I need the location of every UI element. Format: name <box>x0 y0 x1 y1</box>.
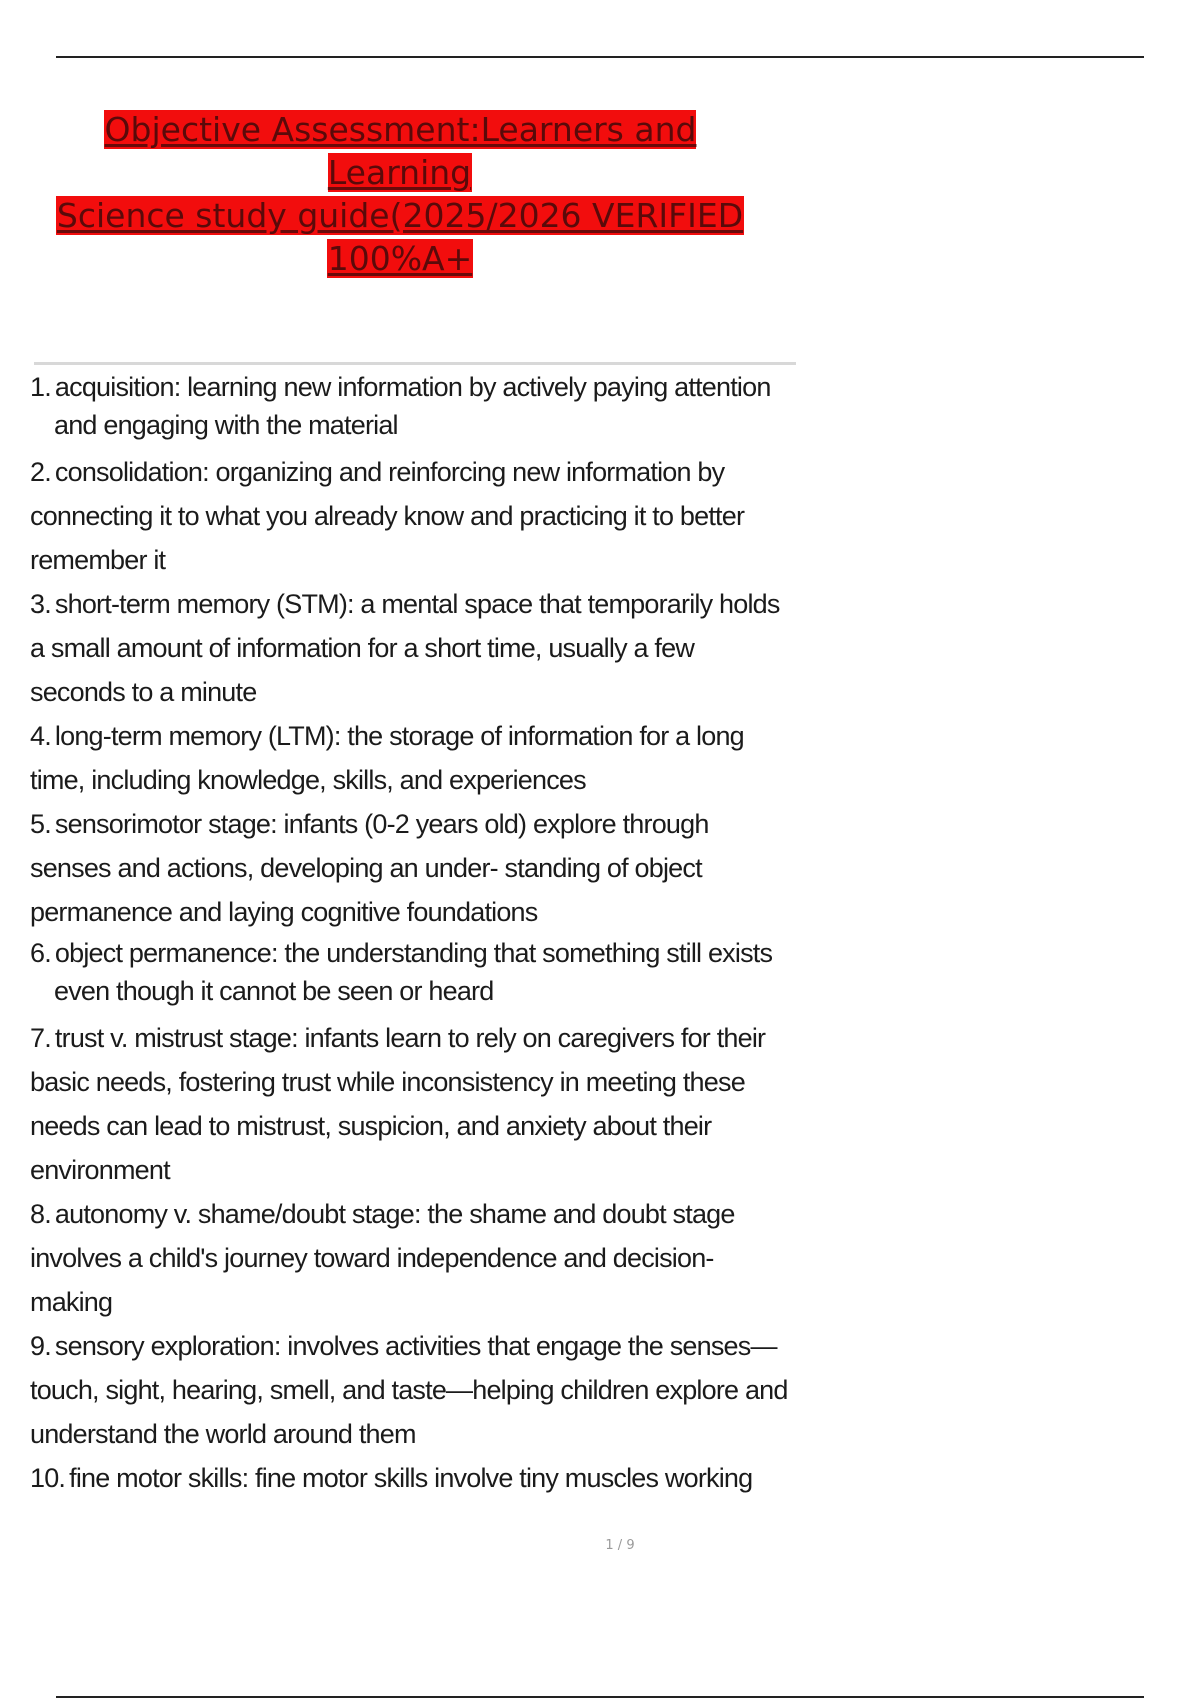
term-item-object-permanence <box>30 934 790 1010</box>
term-item-autonomy-shame-doubt <box>30 1192 790 1324</box>
term-text: acquisition: learning new information by actively paying attention and engaging with the material <box>54 372 771 440</box>
top-rule <box>56 56 1144 58</box>
term-number: 6. <box>30 938 51 968</box>
title-line-2: Science study guide(2025/2026 VERIFIED <box>56 196 744 235</box>
bottom-rule <box>56 1696 1144 1698</box>
term-text: sensory exploration: involves activities that engage the senses—touch, sight, hearing, smell, and taste—helping children explore and understand the world around them <box>30 1331 788 1449</box>
term-item-fine-motor-skills <box>30 1456 790 1500</box>
document-title <box>30 108 770 280</box>
term-number: 10. <box>30 1463 66 1493</box>
term-number: 7. <box>30 1023 51 1053</box>
term-item-sensory-exploration <box>30 1324 790 1456</box>
term-item-long-term-memory <box>30 714 790 802</box>
term-text: autonomy v. shame/doubt stage: the shame and doubt stage involves a child's journey toward independence and decision-making <box>30 1199 735 1317</box>
term-item-acquisition <box>30 368 790 444</box>
term-text: consolidation: organizing and reinforcing new information by connecting it to what you already know and practicing it to better remember it <box>30 457 745 575</box>
term-number: 9. <box>30 1331 51 1361</box>
term-item-short-term-memory <box>30 582 790 714</box>
title-line-3: 100%A+ <box>327 239 473 278</box>
section-divider <box>34 362 796 365</box>
term-number: 8. <box>30 1199 51 1229</box>
term-text: short-term memory (STM): a mental space that temporarily holds a small amount of information for a short time, usually a few seconds to a minute <box>30 589 780 707</box>
term-text: object permanence: the understanding that something still exists even though it cannot be seen or heard <box>54 938 773 1006</box>
term-item-sensorimotor-stage <box>30 802 790 934</box>
term-text: trust v. mistrust stage: infants learn to rely on caregivers for their basic needs, fostering trust while inconsistency in meeting these needs can lead to mistrust, suspicion, and anxiety about their environment <box>30 1023 766 1185</box>
term-number: 5. <box>30 809 51 839</box>
term-text: fine motor skills: fine motor skills involve tiny muscles working <box>69 1463 753 1493</box>
title-line-1: Objective Assessment:Learners and Learning <box>104 110 697 192</box>
term-item-trust-mistrust <box>30 1016 790 1192</box>
term-number: 4. <box>30 721 51 751</box>
term-number: 3. <box>30 589 51 619</box>
term-number: 1. <box>30 372 51 402</box>
term-text: sensorimotor stage: infants (0-2 years old) explore through senses and actions, developing an under- standing of object permanence and laying cognitive foundations <box>30 809 709 927</box>
term-list <box>30 368 790 1500</box>
term-item-consolidation <box>30 450 790 582</box>
page-number: 1 / 9 <box>605 1538 635 1553</box>
term-text: long-term memory (LTM): the storage of information for a long time, including knowledge, skills, and experiences <box>30 721 744 795</box>
term-number: 2. <box>30 457 51 487</box>
